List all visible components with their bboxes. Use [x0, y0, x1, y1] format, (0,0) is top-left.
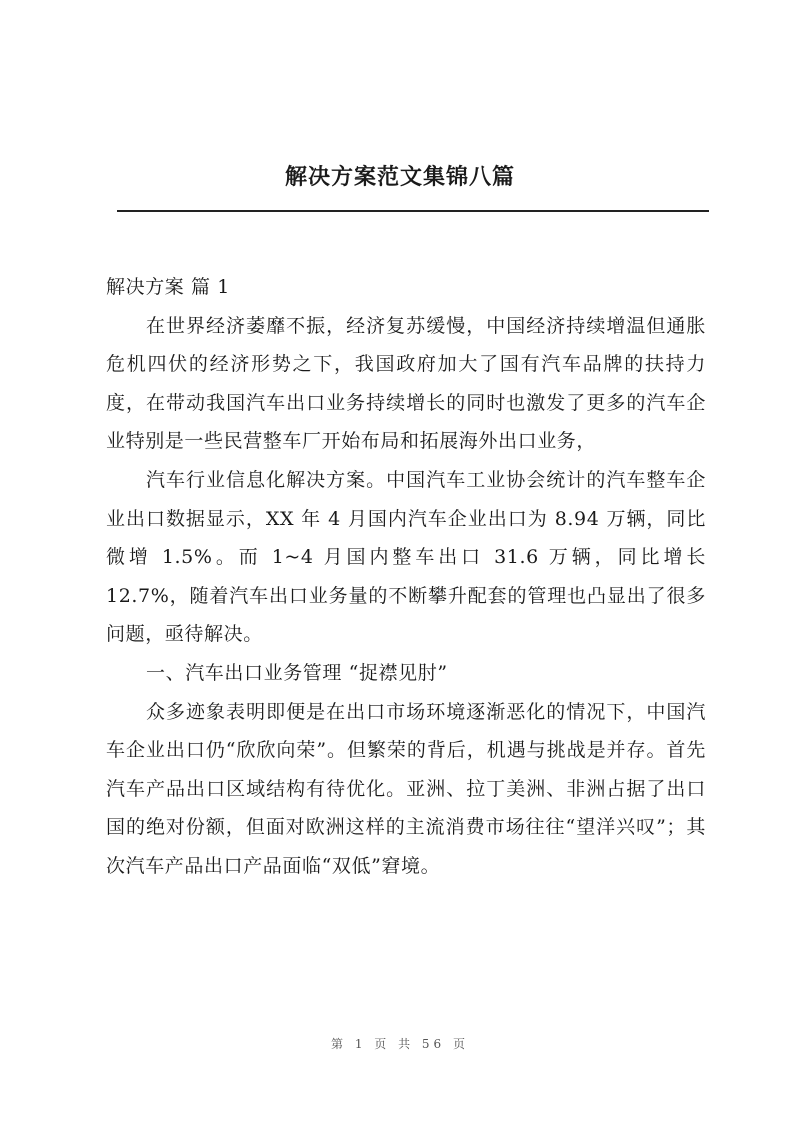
- paragraph: 在世界经济萎靡不振，经济复苏缓慢，中国经济持续增温但通胀危机四伏的经济形势之下，我国政府加大了国有汽车品牌的扶持力度，在带动我国汽车出口业务持续增长的同时也激发了更多的汽车企业特别是一些民营整车厂开始布局和拓展海外出口业务，: [106, 314, 706, 453]
- page-title: 解决方案范文集锦八篇: [284, 165, 515, 190]
- paragraph: 众多迹象表明即便是在出口市场环境逐渐恶化的情况下，中国汽车企业出口仍“欣欣向荣”。但繁荣的背后，机遇与挑战是并存。首先汽车产品出口区域结构有待优化。亚洲、拉丁美洲、非洲占据了出口国的绝对份额，但面对欧洲这样的主流消费市场往往“望洋兴叹”；其次汽车产品出口产品面临“双低”窘境。: [106, 700, 706, 877]
- section-heading: 解决方案 篇 1: [106, 276, 230, 298]
- paragraph: 汽车行业信息化解决方案。中国汽车工业协会统计的汽车整车企业出口数据显示，XX 年 4 月国内汽车企业出口为 8.94 万辆，同比微增 1.5%。而 1~4 月国内整车出口 31.6 万辆，同比增长 12.7%，随着汽车出口业务量的不断攀升配套的管理也凸显出了很多问题，亟待解决。: [106, 468, 706, 646]
- subsection-heading: 一、汽车出口业务管理 “捉襟见肘”: [146, 661, 448, 684]
- document-body: [106, 268, 706, 886]
- title-divider: [117, 210, 709, 212]
- page-number: 第 1 页 共 56 页: [331, 1037, 469, 1051]
